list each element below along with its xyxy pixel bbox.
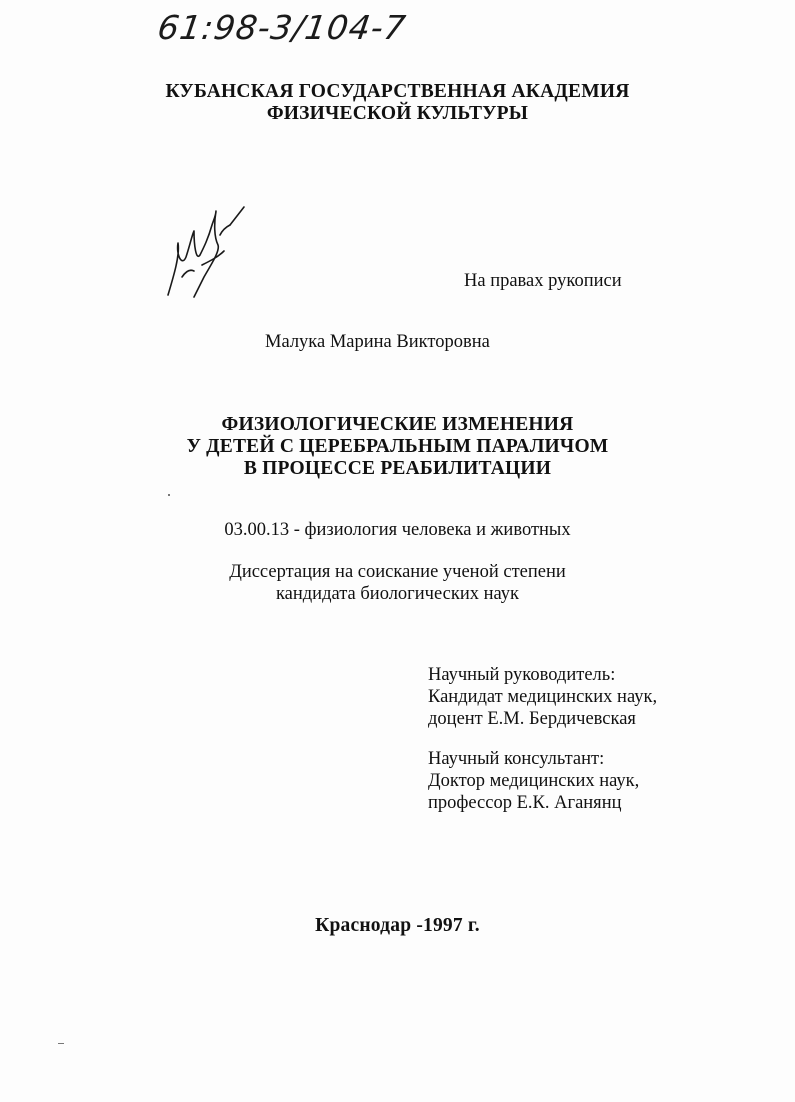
- consultant-degree: Доктор медицинских наук,: [428, 771, 640, 791]
- handwritten-signature: [160, 205, 255, 300]
- consultant-name: профессор Е.К. Аганянц: [428, 793, 622, 813]
- rights-note: На правах рукописи: [464, 271, 622, 291]
- scan-speck: [58, 1043, 64, 1044]
- scan-speck: [168, 494, 170, 496]
- handwritten-archive-number: 61:98-3/104-7: [155, 8, 409, 47]
- author-name: Малука Марина Викторовна: [265, 332, 490, 352]
- specialty-code: 03.00.13 - физиология человека и животных: [224, 520, 571, 540]
- institution-line-1: КУБАНСКАЯ ГОСУДАРСТВЕННАЯ АКАДЕМИЯ: [165, 81, 630, 102]
- degree-line-1: Диссертация на соискание ученой степени: [229, 562, 566, 582]
- supervisor-name: доцент Е.М. Бердичевская: [428, 709, 636, 729]
- title-line-3: В ПРОЦЕССЕ РЕАБИЛИТАЦИИ: [243, 458, 552, 479]
- consultant-heading: Научный консультант:: [428, 749, 605, 769]
- supervisor-degree: Кандидат медицинских наук,: [428, 687, 658, 707]
- degree-line-2: кандидата биологических наук: [275, 584, 520, 604]
- institution-line-2: ФИЗИЧЕСКОЙ КУЛЬТУРЫ: [266, 103, 529, 124]
- title-line-2: У ДЕТЕЙ С ЦЕРЕБРАЛЬНЫМ ПАРАЛИЧОМ: [186, 436, 609, 457]
- supervisor-heading: Научный руководитель:: [428, 665, 616, 685]
- city-year: Краснодар -1997 г.: [315, 915, 480, 936]
- title-line-1: ФИЗИОЛОГИЧЕСКИЕ ИЗМЕНЕНИЯ: [221, 414, 574, 435]
